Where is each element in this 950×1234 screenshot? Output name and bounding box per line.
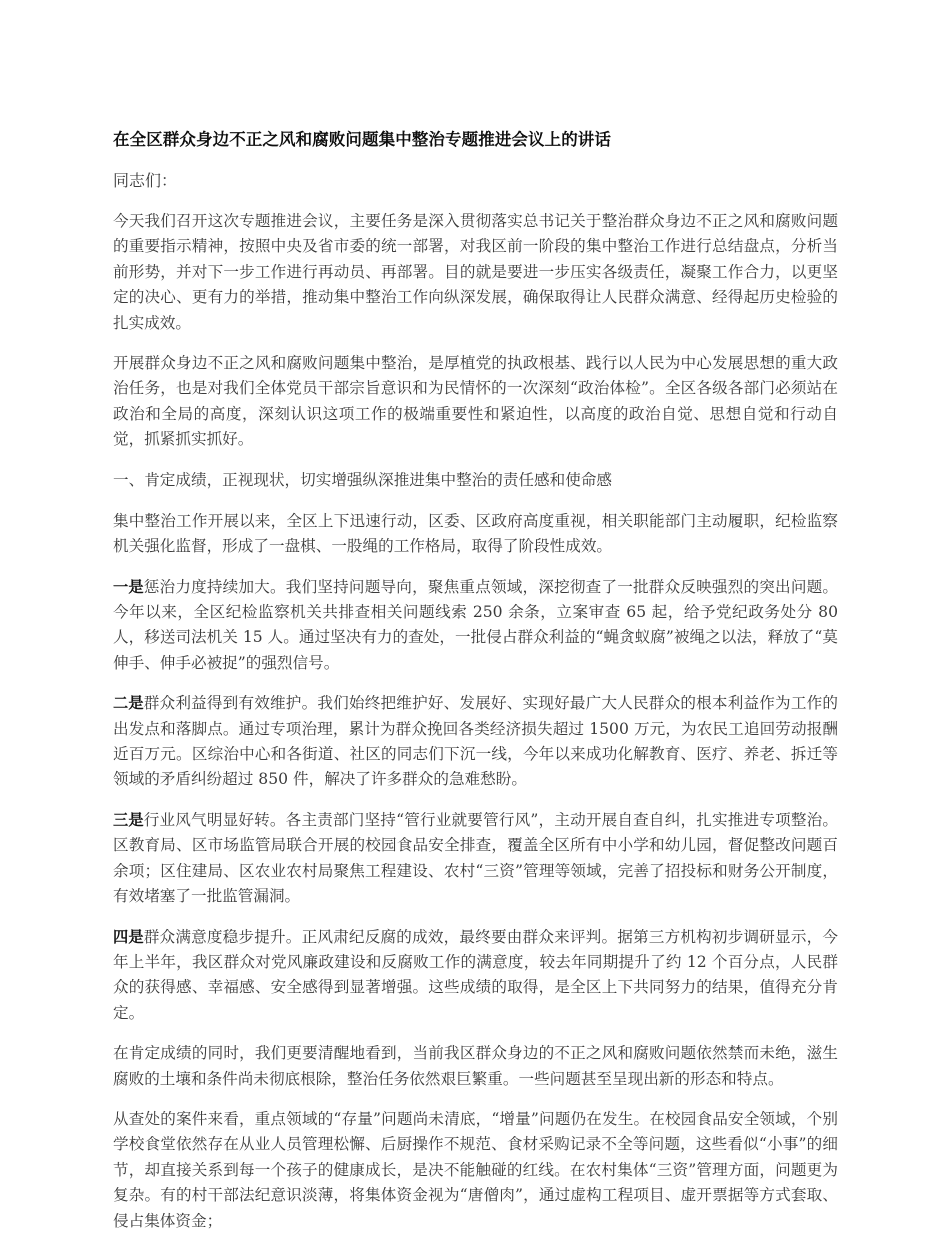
paragraph-body: 群众利益得到有效维护。我们始终把维护好、发展好、实现好最广大人民群众的根本利益作为工作的出发点和落脚点。通过专项治理，累计为群众挽回各类经济损失超过 1500 万元，为农民工追回劳动报酬近百万元。区综治中心和各街道、社区的同志们下沉一线，今年以来成功化解教育、医疗、养老、拆迁等领域的矛盾纠纷超过 850 件，解决了许多群众的急难愁盼。 (113, 694, 838, 789)
paragraph-body: 在肯定成绩的同时，我们更要清醒地看到，当前我区群众身边的不正之风和腐败问题依然禁而未绝，滋生腐败的土壤和条件尚未彻底根除，整治任务依然艰巨繁重。一些问题甚至呈现出新的形态和特点。 (113, 1044, 838, 1088)
paragraph-point-4 (113, 925, 838, 1027)
paragraph-body: 惩治力度持续加大。我们坚持问题导向，聚焦重点领域，深挖彻查了一批群众反映强烈的突出问题。今年以来，全区纪检监察机关共排查相关问题线索 250 余条，立案审查 65 起，给予党纪政务处分 80 人，移送司法机关 15 人。通过坚决有力的查处，一批侵占群众利益的“蝇贪蚁腐”被绳之以法，释放了“莫伸手、伸手必被捉”的强烈信号。 (113, 577, 838, 672)
paragraph-intro-2: 开展群众身边不正之风和腐败问题集中整治，是厚植党的执政根基、践行以人民为中心发展思想的重大政治任务，也是对我们全体党员干部宗旨意识和为民情怀的一次深刻“政治体检”。全区各级各部门必须站在政治和全局的高度，深刻认识这项工作的极端重要性和紧迫性，以高度的政治自觉、思想自觉和行动自觉，抓紧抓实抓好。 (113, 353, 838, 449)
section-heading-1: 一、肯定成绩，正视现状，切实增强纵深推进集中整治的责任感和使命感 (113, 470, 613, 489)
paragraph-point-2 (113, 691, 838, 793)
point-lead-marker: 四是 (113, 927, 144, 946)
paragraph-body: 行业风气明显好转。各主责部门坚持“管行业就要管行风”，主动开展自查自纠，扎实推进专项整治。区教育局、区市场监管局联合开展的校园食品安全排查，覆盖全区所有中小学和幼儿园，督促整改问题百余项；区住建局、区农业农村局聚焦工程建设、农村“三资”管理等领域，完善了招投标和财务公开制度，有效堵塞了一批监管漏洞。 (113, 810, 838, 906)
point-lead-marker: 一是 (113, 577, 144, 596)
point-lead-marker: 三是 (113, 810, 144, 829)
point-lead-marker: 二是 (113, 694, 144, 713)
paragraph-intro-1: 今天我们召开这次专题推进会议，主要任务是深入贯彻落实总书记关于整治群众身边不正之风和腐败问题的重要指示精神，按照中央及省市委的统一部署，对我区前一阶段的集中整治工作进行总结盘点，分析当前形势，并对下一步工作进行再动员、再部署。目的就是要进一步压实各级责任，凝聚工作合力，以更坚定的决心、更有力的举措，推动集中整治工作向纵深发展，确保取得让人民群众满意、经得起历史检验的扎实成效。 (113, 211, 838, 332)
paragraph-body: 群众满意度稳步提升。正风肃纪反腐的成效，最终要由群众来评判。据第三方机构初步调研显示，今年上半年，我区群众对党风廉政建设和反腐败工作的满意度，较去年同期提升了约 12 个百分点，人民群众的获得感、幸福感、安全感得到显著增强。这些成绩的取得，是全区上下共同努力的结果，值得充分肯定。 (113, 927, 838, 1022)
salutation: 同志们： (113, 170, 178, 190)
paragraph-body: 集中整治工作开展以来，全区上下迅速行动，区委、区政府高度重视，相关职能部门主动履职，纪检监察机关强化监督，形成了一盘棋、一股绳的工作格局，取得了阶段性成效。 (113, 511, 838, 556)
page-title: 在全区群众身边不正之风和腐败问题集中整治专题推进会议上的讲话 (113, 130, 611, 149)
paragraph-body: 从查处的案件来看，重点领域的“存量”问题尚未清底，“增量”问题仍在发生。在校园食品安全领域，个别学校食堂依然存在从业人员管理松懈、后厨操作不规范、食材采购记录不全等问题，这些看似“小事”的细节，却直接关系到每一个孩子的健康成长，是决不能触碰的红线。在农村集体“三资”管理方面，问题更为复杂。有的村干部法纪意识淡薄，将集体资金视为“唐僧肉”，通过虚构工程项目、虚开票据等方式套取、侵占集体资金； (113, 1109, 838, 1230)
paragraph-point-1 (113, 575, 838, 677)
paragraph-sec1-cases (113, 1107, 838, 1234)
paragraph-sec1-lead (113, 509, 838, 560)
paragraph-point-3 (113, 808, 838, 910)
paragraph-sec1-transition (113, 1041, 838, 1092)
